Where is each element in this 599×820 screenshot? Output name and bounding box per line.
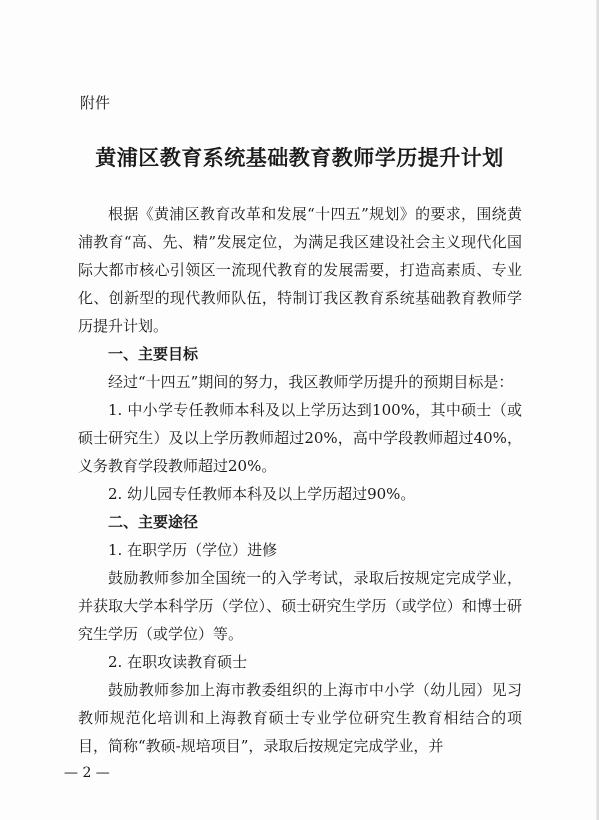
goals-paragraph-3: 2. 幼儿园专任教师本科及以上学历超过90%。	[108, 485, 416, 503]
section-heading-paths: 二、主要途径	[108, 513, 199, 531]
paths-paragraph-1: 1. 在职学历（学位）进修	[108, 541, 278, 559]
paths-paragraph-2: 鼓励教师参加全国统一的入学考试，录取后按规定完成学业，并获取大学本科学历（学位）、硕士研究生学历（或学位）和博士研究生学历（或学位）等。	[78, 569, 522, 643]
goals-paragraph-2: 1. 中小学专任教师本科及以上学历达到100%，其中硕士（或硕士研究生）及以上学历教师超过20%，高中学段教师超过40%，义务教育学段教师超过20%。	[78, 401, 522, 475]
page-number: — 2 —	[64, 765, 110, 781]
goals-paragraph-1: 经过“十四五”期间的努力，我区教师学历提升的预期目标是：	[108, 373, 514, 391]
intro-paragraph: 根据《黄浦区教育改革和发展“十四五”规划》的要求，围绕黄浦教育“高、先、精”发展定位，为满足我区建设社会主义现代化国际大都市核心引领区一流现代教育的发展需要，打造高素质、专业化、创新型的现代教师队伍，特制订我区教育系统基础教育教师学历提升计划。	[78, 205, 522, 335]
document-title: 黄浦区教育系统基础教育教师学历提升计划	[95, 145, 504, 170]
paths-paragraph-4: 鼓励教师参加上海市教委组织的上海市中小学（幼儿园）见习教师规范化培训和上海教育硕士专业学位研究生教育相结合的项目，简称“教硕-规培项目”，录取后按规定完成学业，并	[78, 681, 522, 755]
attachment-label: 附件	[80, 94, 111, 112]
paths-paragraph-3: 2. 在职攻读教育硕士	[108, 653, 248, 671]
section-heading-goals: 一、主要目标	[108, 345, 199, 363]
document-body	[78, 200, 522, 760]
